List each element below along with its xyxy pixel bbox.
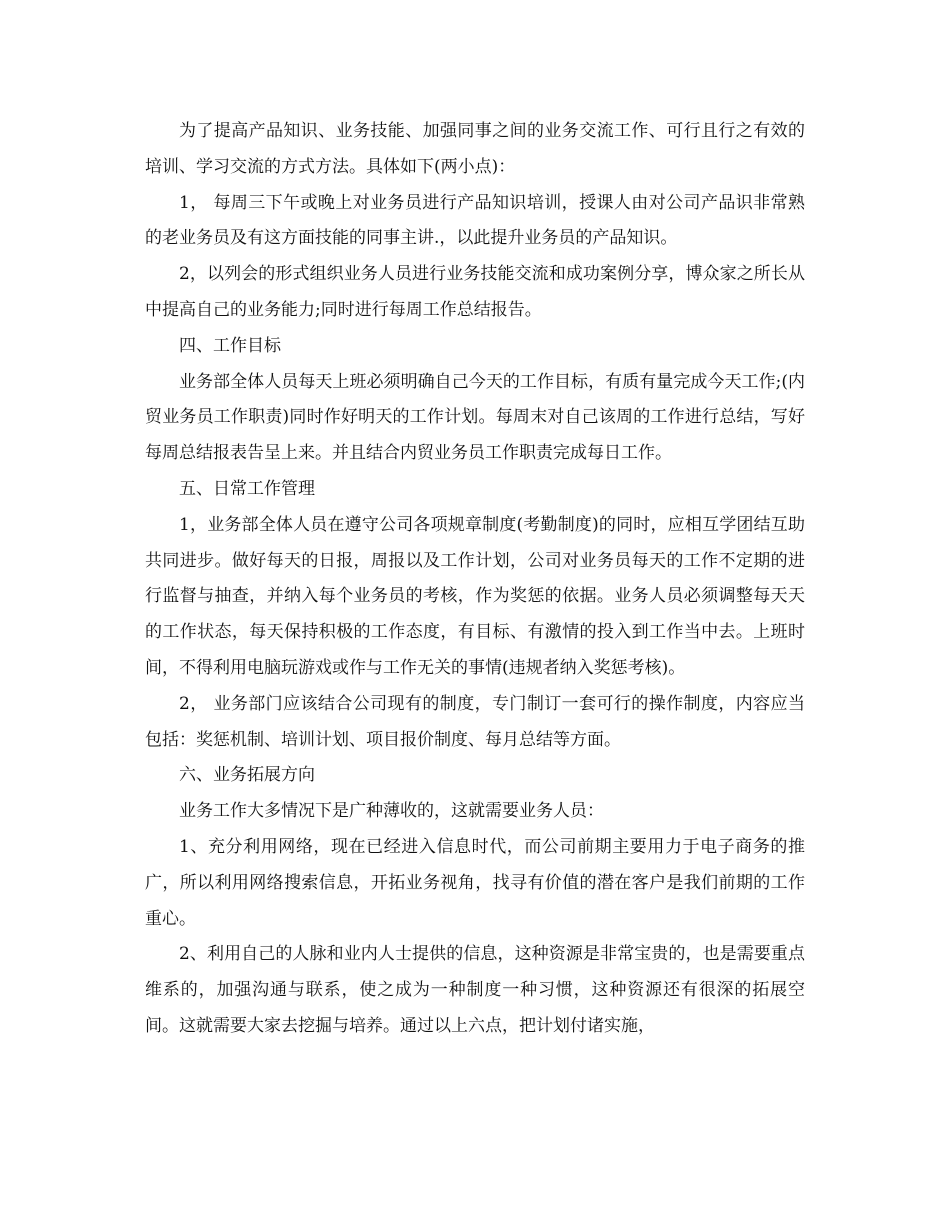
paragraph-work-goals: 业务部全体人员每天上班必须明确自己今天的工作目标，有质有量完成今天工作;(内贸业务员工作职责)同时作好明天的工作计划。每周末对自己该周的工作进行总结，写好每周总结报表告呈上来。并且结合内贸业务员工作职责完成每日工作。 xyxy=(145,371,805,464)
paragraph-daily-management-1: 1，业务部全体人员在遵守公司各项规章制度(考勤制度)的同时，应相互学团结互助共同进步。做好每天的日报，周报以及工作计划，公司对业务员每天的工作不定期的进行监督与抽查，并纳入每个业务员的考核，作为奖惩的依据。业务人员必须调整每天天的工作状态，每天保持积极的工作态度，有目标、有激情的投入到工作当中去。上班时间，不得利用电脑玩游戏或作与工作无关的事情(违规者纳入奖惩考核)。 xyxy=(145,514,805,678)
paragraph-intro: 为了提高产品知识、业务技能、加强同事之间的业务交流工作、可行且行之有效的培训、学习交流的方式方法。具体如下(两小点)： xyxy=(145,121,805,177)
section-heading-daily-management: 五、日常工作管理 xyxy=(179,478,315,499)
paragraph-daily-management-2: 2， 业务部门应该结合公司现有的制度，专门制订一套可行的操作制度，内容应当包括：奖惩机制、培训计划、项目报价制度、每月总结等方面。 xyxy=(145,693,805,750)
document-body xyxy=(145,114,805,1045)
paragraph-expansion-2-connections: 2、利用自己的人脉和业内人士提供的信息，这种资源是非常宝贵的，也是需要重点维系的，加强沟通与联系，使之成为一种制度一种习惯，这种资源还有很深的拓展空间。这就需要大家去挖掘与培养。通过以上六点，把计划付诸实施， xyxy=(145,944,805,1036)
paragraph-expansion-intro: 业务工作大多情况下是广种薄收的，这就需要业务人员： xyxy=(179,801,604,822)
paragraph-item-1-product-training: 1， 每周三下午或晚上对业务员进行产品知识培训，授课人由对公司产品识非常熟的老业务员及有这方面技能的同事主讲.，以此提升业务员的产品知识。 xyxy=(145,192,805,249)
paragraph-expansion-1-network: 1、充分利用网络，现在已经进入信息时代，而公司前期主要用力于电子商务的推广，所以利用网络搜索信息，开拓业务视角，找寻有价值的潜在客户是我们前期的工作重心。 xyxy=(145,836,805,929)
section-heading-work-goals: 四、工作目标 xyxy=(179,335,281,356)
section-heading-business-expansion: 六、业务拓展方向 xyxy=(179,765,315,786)
paragraph-item-2-skill-exchange: 2，以列会的形式组织业务人员进行业务技能交流和成功案例分享，博众家之所长从中提高自己的业务能力;同时进行每周工作总结报告。 xyxy=(145,264,805,320)
